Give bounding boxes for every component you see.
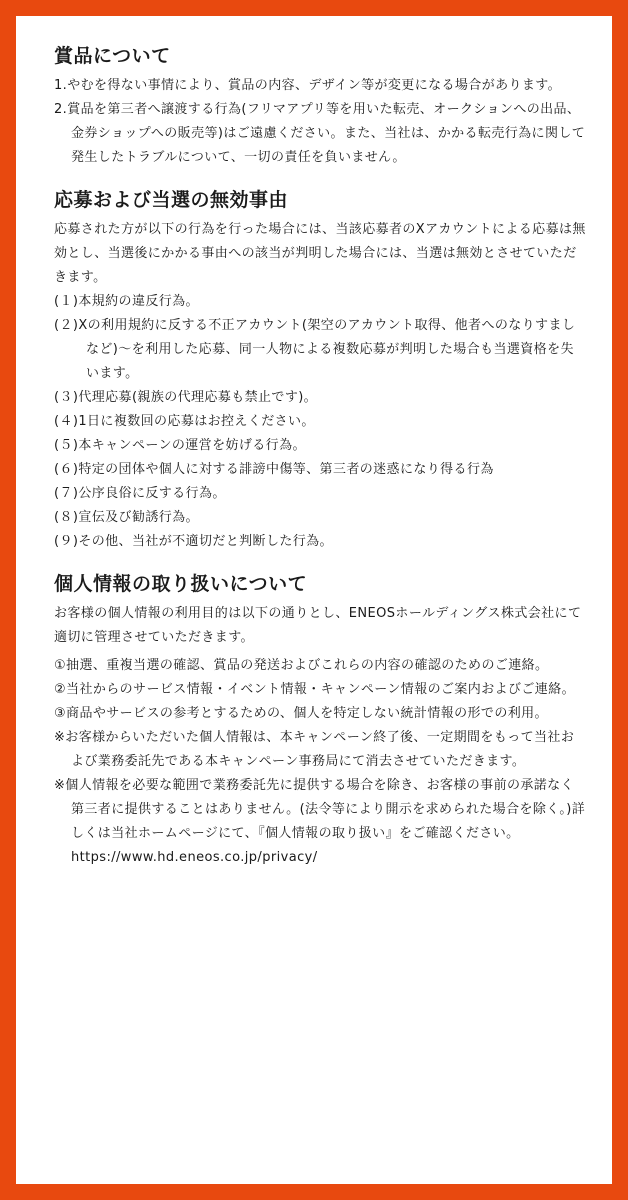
invalid-section: [54, 170, 586, 554]
invalid-item-7: (７)公序良俗に反する行為。: [54, 486, 226, 501]
prizes-heading: 賞品について: [54, 45, 171, 67]
invalid-item-1: (１)本規約の違反行為。: [54, 294, 199, 309]
invalid-intro: 応募された方が以下の行為を行った場合には、当該応募者のXアカウントによる応募は無効とし、当選後にかかる事由への該当が判明した場合には、当選は無効とさせていただきます。: [54, 222, 586, 285]
privacy-item-3: ③商品やサービスの参考とするための、個人を特定しない統計情報の形での利用。: [54, 706, 548, 721]
invalid-item-4: (４)1日に複数回の応募はお控えください。: [54, 414, 315, 429]
privacy-section: [54, 554, 586, 870]
privacy-heading: 個人情報の取り扱いについて: [54, 573, 308, 595]
privacy-intro: お客様の個人情報の利用目的は以下の通りとし、ENEOSホールディングス株式会社にて適切に管理させていただきます。: [54, 606, 582, 645]
prizes-item-2: 2.賞品を第三者へ譲渡する行為(フリマアプリ等を用いた転売、オークションへの出品、金券ショップへの販売等)はご遠慮ください。また、当社は、かかる転売行為に関して発生したトラブルについて、一切の責任を負いません。: [54, 102, 586, 165]
invalid-item-3: (３)代理応募(親族の代理応募も禁止です)。: [54, 390, 318, 405]
privacy-note-1: ※お客様からいただいた個人情報は、本キャンペーン終了後、一定期間をもって当社および業務委託先である本キャンペーン事務局にて消去させていただきます。: [54, 730, 575, 769]
privacy-url[interactable]: https://www.hd.eneos.co.jp/privacy/: [71, 850, 318, 865]
invalid-heading: 応募および当選の無効事由: [54, 189, 289, 211]
invalid-item-2: (２)Xの利用規約に反する不正アカウント(架空のアカウント取得、他者へのなりすましなど)〜を利用した応募、同一人物による複数応募が判明した場合も当選資格を失います。: [54, 318, 576, 381]
terms-panel: [16, 16, 612, 1184]
privacy-note-2: ※個人情報を必要な範囲で業務委託先に提供する場合を除き、お客様の事前の承諾なく第三者に提供することはありません。(法令等により開示を求められた場合を除く。)詳しくは当社ホームページにて、『個人情報の取り扱い』をご確認ください。: [54, 778, 586, 841]
invalid-item-8: (８)宣伝及び勧誘行為。: [54, 510, 199, 525]
invalid-item-5: (５)本キャンペーンの運営を妨げる行為。: [54, 438, 306, 453]
privacy-item-2: ②当社からのサービス情報・イベント情報・キャンペーン情報のご案内およびご連絡。: [54, 682, 575, 697]
privacy-item-1: ①抽選、重複当選の確認、賞品の発送およびこれらの内容の確認のためのご連絡。: [54, 658, 549, 673]
invalid-item-6: (６)特定の団体や個人に対する誹謗中傷等、第三者の迷惑になり得る行為: [54, 462, 494, 477]
prizes-item-1: 1.やむを得ない事情により、賞品の内容、デザイン等が変更になる場合があります。: [54, 78, 562, 93]
invalid-item-9: (９)その他、当社が不適切だと判断した行為。: [54, 534, 333, 549]
prizes-section: [54, 16, 586, 170]
